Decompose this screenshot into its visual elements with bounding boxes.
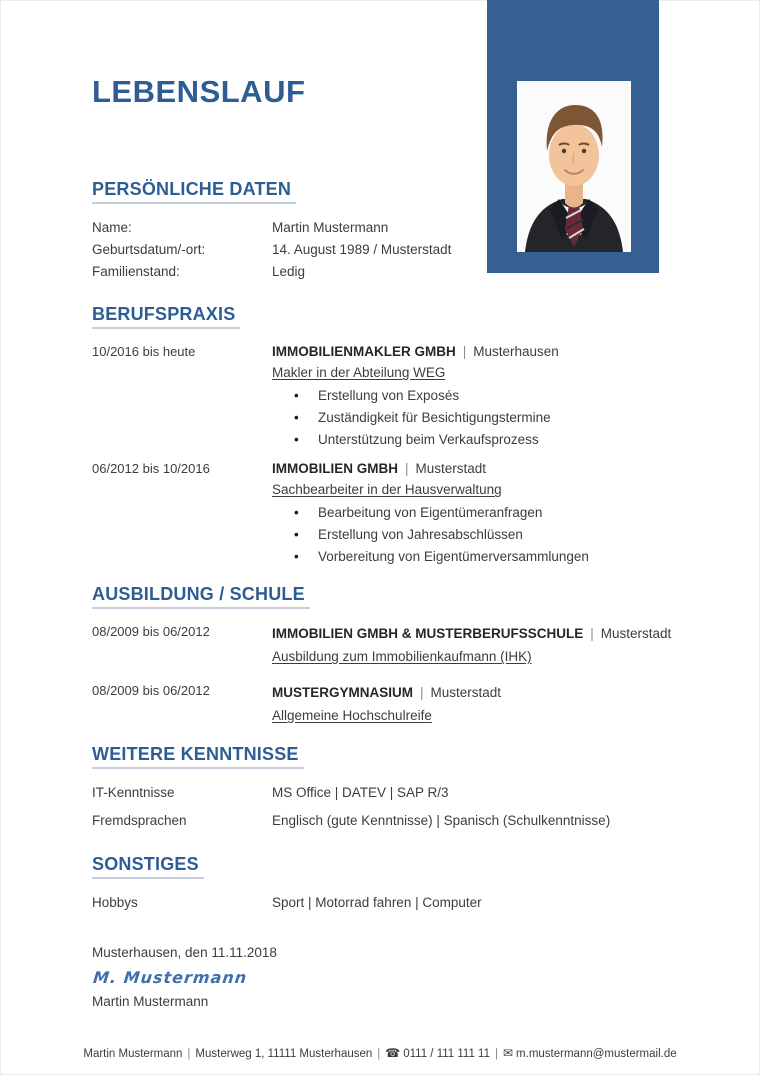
section-heading-personal: PERSÖNLICHE DATEN: [92, 178, 296, 204]
school-location: Musterstadt: [600, 626, 672, 641]
field-value: Sport | Motorrad fahren | Computer: [272, 895, 482, 910]
mail-icon: ✉: [502, 1046, 514, 1060]
page-title: LEBENSLAUF: [92, 74, 306, 109]
entry-company-line: [272, 459, 690, 479]
section-skills: [92, 743, 690, 838]
company-name: IMMOBILIENMAKLER GMBH: [272, 344, 456, 359]
field-value: 14. August 1989 / Musterstadt: [272, 242, 452, 257]
personal-row-name: [92, 217, 690, 239]
bullet-item: • Bearbeitung von Eigentümeranfragen: [272, 502, 690, 524]
section-heading-skills: WEITERE KENNTNISSE: [92, 743, 304, 769]
section-heading-experience: BERUFSPRAXIS: [92, 303, 240, 329]
experience-entry: [92, 459, 690, 568]
field-label: Familienstand:: [92, 264, 180, 279]
section-personal-data: [92, 178, 690, 283]
footer-address: Musterweg 1, 11111 Musterhausen: [195, 1048, 373, 1060]
school-name: IMMOBILIEN GMBH & MUSTERBERUFSSCHULE: [272, 626, 584, 641]
section-experience: [92, 303, 690, 576]
field-label: Fremdsprachen: [92, 813, 187, 828]
entry-role: Makler in der Abteilung WEG: [272, 365, 446, 380]
field-label: IT-Kenntnisse: [92, 785, 175, 800]
school-location: Musterstadt: [430, 685, 502, 700]
handwritten-signature: M. Mustermann: [92, 968, 249, 987]
pipe-separator: |: [405, 461, 409, 476]
company-location: Musterstadt: [415, 461, 487, 476]
field-value: Ledig: [272, 264, 306, 279]
bullet-item: • Erstellung von Exposés: [272, 385, 690, 407]
entry-company-line: [272, 681, 690, 704]
entry-period: 08/2009 bis 06/2012: [92, 683, 210, 698]
misc-row-hobbies: [92, 892, 690, 914]
entry-degree: Allgemeine Hochschulreife: [272, 708, 432, 723]
education-entry: [92, 622, 690, 668]
bullet-item: • Zuständigkeit für Besichtigungstermine: [272, 407, 690, 429]
pipe-separator: |: [590, 626, 594, 641]
signature-name: Martin Mustermann: [92, 994, 209, 1009]
entry-company-line: [272, 342, 690, 362]
entry-role: Sachbearbeiter in der Hausverwaltung: [272, 482, 502, 497]
skills-row-languages: [92, 810, 690, 831]
bullet-item: • Vorbereitung von Eigentümerversammlungen: [272, 546, 690, 568]
personal-row-marital: [92, 261, 690, 283]
personal-row-birth: [92, 239, 690, 261]
entry-degree: Ausbildung zum Immobilienkaufmann (IHK): [272, 649, 532, 664]
footer-phone: 0111 / 111 111 11: [403, 1048, 490, 1060]
entry-period: 10/2016 bis heute: [92, 344, 196, 359]
experience-entry: [92, 342, 690, 451]
field-value: MS Office | DATEV | SAP R/3: [272, 785, 449, 800]
entry-period: 06/2012 bis 10/2016: [92, 461, 210, 476]
bullet-item: • Unterstützung beim Verkaufsprozess: [272, 429, 690, 451]
closing-block: [92, 944, 277, 1011]
entry-company-line: [272, 622, 690, 645]
company-name: IMMOBILIEN GMBH: [272, 461, 398, 476]
entry-bullets: [272, 385, 690, 451]
section-heading-misc: SONSTIGES: [92, 853, 204, 879]
field-label: Name:: [92, 220, 132, 235]
field-label: Geburtsdatum/-ort:: [92, 242, 206, 257]
section-education: [92, 583, 690, 740]
entry-period: 08/2009 bis 06/2012: [92, 624, 210, 639]
pipe-separator: |: [420, 685, 424, 700]
footer-email: m.mustermann@mustermail.de: [516, 1048, 677, 1060]
place-and-date: Musterhausen, den 11.11.2018: [92, 945, 277, 960]
education-entry: [92, 681, 690, 727]
section-heading-education: AUSBILDUNG / SCHULE: [92, 583, 310, 609]
footer-contact-line: [0, 1045, 760, 1062]
entry-bullets: [272, 502, 690, 568]
pipe-separator: |: [494, 1048, 498, 1060]
pipe-separator: |: [187, 1048, 191, 1060]
skills-row-it: [92, 782, 690, 803]
bullet-item: • Erstellung von Jahresabschlüssen: [272, 524, 690, 546]
field-label: Hobbys: [92, 895, 138, 910]
phone-icon: ☎: [385, 1046, 401, 1060]
field-value: Martin Mustermann: [272, 220, 389, 235]
section-misc: [92, 853, 690, 914]
pipe-separator: |: [377, 1048, 381, 1060]
company-location: Musterhausen: [473, 344, 559, 359]
pipe-separator: |: [462, 344, 467, 359]
field-value: Englisch (gute Kenntnisse) | Spanisch (Schulkenntnisse): [272, 813, 611, 828]
footer-name: Martin Mustermann: [83, 1048, 183, 1060]
school-name: MUSTERGYMNASIUM: [272, 685, 413, 700]
